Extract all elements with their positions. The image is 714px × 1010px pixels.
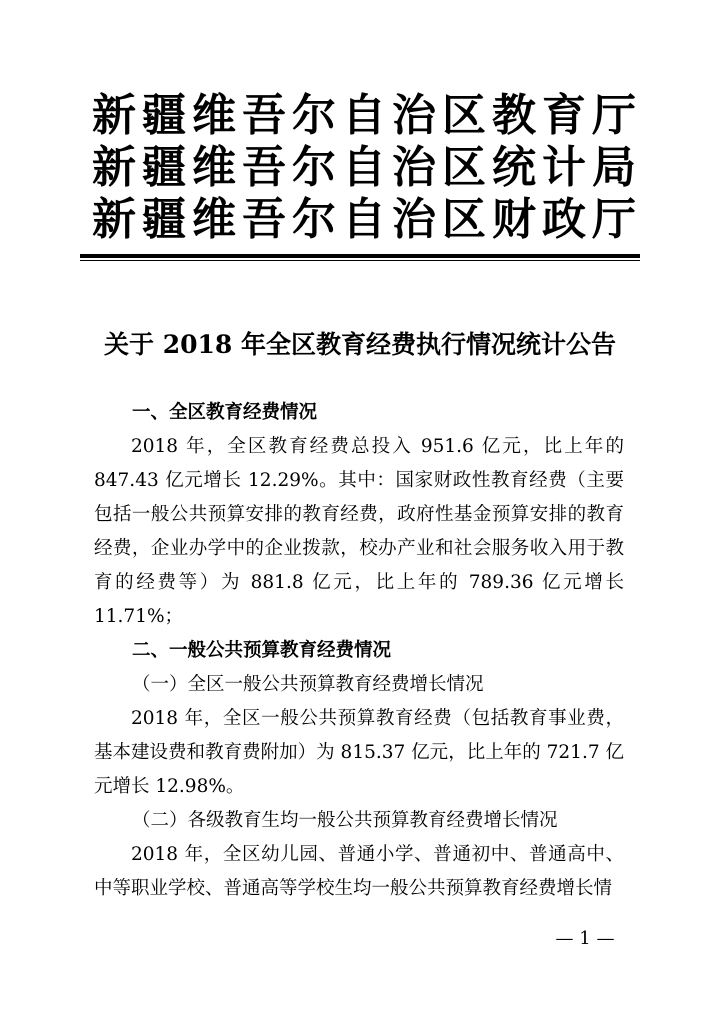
section-2-heading: 二、一般公共预算教育经费情况 — [132, 640, 392, 661]
section-1-paragraph: 2018 年，全区教育经费总投入 951.6 亿元，比上年的 847.43 亿元增长 12.29%。其中：国家财政性教育经费（主要包括一般公共预算安排的教育经费，政府性基金预算安排的教育经费，企业办学中的企业拨款，校办产业和社会服务收入用于教育的经费等）为 881.8 亿元，比上年的 789.36 亿元增长 11.71%； — [94, 436, 624, 627]
document-title: 关于 2018 年全区教育经费执行情况统计公告 — [104, 330, 616, 359]
issuing-authorities — [92, 90, 642, 246]
subsection-2-1-heading: （一）全区一般公共预算教育经费增长情况 — [132, 674, 484, 695]
subsection-2-2-heading: （二）各级教育生均一般公共预算教育经费增长情况 — [132, 810, 558, 831]
header-rule-thick — [80, 254, 640, 258]
subsection-2-2-paragraph: 2018 年，全区幼儿园、普通小学、普通初中、普通高中、中等职业学校、普通高等学校生均一般公共预算教育经费增长情 — [94, 844, 624, 899]
issuer-education-department: 新疆维吾尔自治区教育厅 — [92, 90, 642, 141]
header-rule-thin — [80, 260, 640, 261]
page-number: — 1 — — [555, 928, 615, 949]
section-1-heading: 一、全区教育经费情况 — [132, 402, 318, 423]
issuer-statistics-bureau: 新疆维吾尔自治区统计局 — [92, 142, 642, 193]
document-body — [94, 396, 624, 906]
subsection-2-1-paragraph: 2018 年，全区一般公共预算教育经费（包括教育事业费，基本建设费和教育费附加）为 815.37 亿元，比上年的 721.7 亿元增长 12.98%。 — [94, 708, 624, 797]
issuer-finance-department: 新疆维吾尔自治区财政厅 — [92, 194, 642, 245]
